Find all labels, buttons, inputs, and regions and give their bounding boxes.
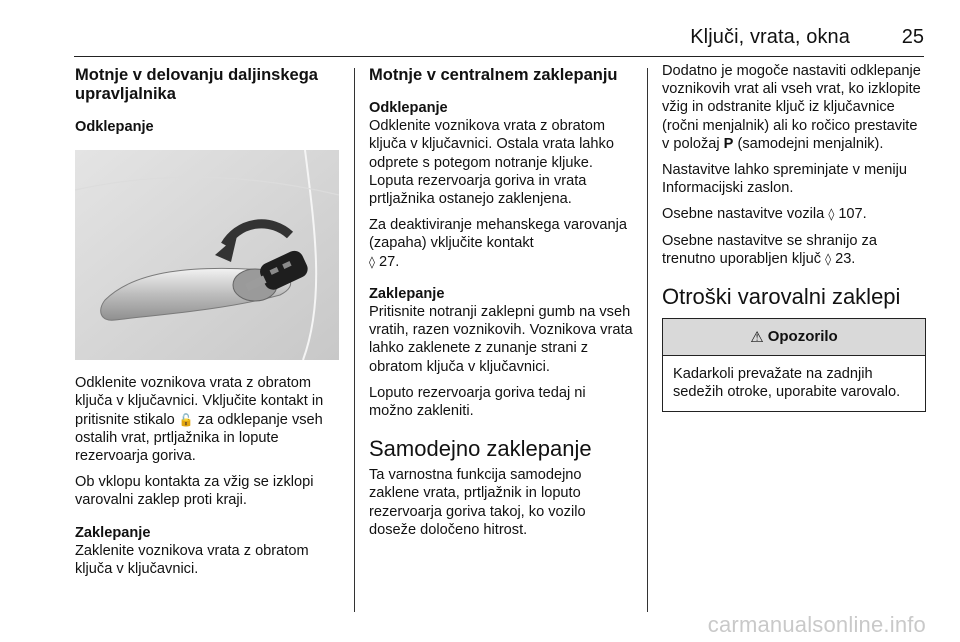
page-reference-link[interactable]: 27. xyxy=(379,253,400,270)
page-header xyxy=(0,0,960,56)
paragraph-text: za odklepanje vseh ostalih vrat, prtljažnika in lopute rezervoarja goriva. xyxy=(75,411,323,465)
section-heading-large: Otroški varovalni zaklepi xyxy=(662,284,901,310)
paragraph xyxy=(662,62,928,153)
header-divider xyxy=(74,56,924,57)
subheading-lock: Zaklepanje xyxy=(369,285,445,302)
section-heading: Motnje v centralnem zaklepanju xyxy=(369,66,618,84)
gear-position-label: P xyxy=(723,135,734,152)
paragraph-text: Odklenite voznikova vrata z obratom ključa v ključavnici. Vključite kontakt in pritisnite stikalo xyxy=(75,375,324,428)
page-reference-arrow-icon: ◊ xyxy=(828,207,835,222)
page-reference-arrow-icon: ◊ xyxy=(825,251,832,266)
warning-triangle-icon: ⚠ xyxy=(750,327,764,346)
paragraph-text: (samodejni menjalnik). xyxy=(737,135,884,152)
watermark-text: carmanualsonline.info xyxy=(707,612,926,637)
paragraph: Loputo rezervoarja goriva tedaj ni možno zakleniti. xyxy=(369,384,586,420)
paragraph: Pritisnite notranji zaklepni gumb na vseh vratih, razen voznikovih. Voznikova vrata lahko zaklenete z zunanje strani z obratom ključa v ključavnici. xyxy=(369,304,633,375)
paragraph xyxy=(662,205,928,223)
column-2 xyxy=(369,62,633,539)
section-heading: Motnje v delovanju daljinskega upravljalnika xyxy=(75,66,318,103)
column-divider xyxy=(647,68,648,612)
subheading-unlock: Odklepanje xyxy=(369,100,448,116)
paragraph: Ob vklopu kontakta za vžig se izklopi varovalni zaklep proti kraji. xyxy=(75,474,314,509)
unlock-icon: 🔓 xyxy=(178,412,194,427)
page-reference-arrow-icon: ◊ xyxy=(369,254,375,269)
paragraph: Ta varnostna funkcija samodejno zaklene vrata, prtljažnik in loputo rezervoarja goriva takoj, ko vozilo doseže določeno hitrost. xyxy=(369,467,586,538)
subheading-unlock: Odklepanje xyxy=(75,119,154,135)
paragraph: Odklenite voznikova vrata z obratom ključa v ključavnici. Ostala vrata lahko odprete s potegom notranje kljuke. Loputa rezervoarja goriva in vrata prtljažnika ostanejo zaklenjena. xyxy=(369,118,614,208)
page-reference-link[interactable]: 23. xyxy=(835,250,856,267)
column-divider xyxy=(354,68,355,612)
warning-header xyxy=(663,319,925,356)
warning-box xyxy=(662,318,926,412)
page-title: Ključi, vrata, okna xyxy=(690,26,850,48)
page-number: 25 xyxy=(901,26,924,48)
paragraph: Nastavitve lahko spreminjate v meniju Informacijski zaslon. xyxy=(662,162,907,197)
paragraph-text: Osebne nastavitve vozila xyxy=(662,206,825,223)
section-heading-large: Samodejno zaklepanje xyxy=(369,436,592,462)
paragraph: Zaklenite voznikova vrata z obratom ključa v ključavnici. xyxy=(75,542,309,578)
paragraph xyxy=(75,374,343,465)
subheading-lock: Zaklepanje xyxy=(75,524,151,541)
column-3 xyxy=(662,62,928,412)
page-reference-link[interactable]: 107. xyxy=(838,206,867,223)
warning-title: Opozorilo xyxy=(767,327,838,345)
warning-body: Kadarkoli prevažate na zadnjih sedežih otroke, uporabite varovalo. xyxy=(673,366,901,401)
paragraph-text: Dodatno je mogoče nastaviti odklepanje voznikovih vrat ali vseh vrat, ko izklopite vžig in odstranite ključ iz ključavnice (ročni menjalnik) ali ko ročico prestavite v položaj xyxy=(662,63,921,152)
key-in-door-lock-illustration xyxy=(75,150,339,360)
column-1 xyxy=(75,62,343,578)
paragraph xyxy=(369,216,633,271)
paragraph-text: Za deaktiviranje mehanskega varovanja (zapaha) vključite kontakt xyxy=(369,217,627,252)
paragraph xyxy=(662,232,928,268)
paragraph-text: Osebne nastavitve se shranijo za trenutno uporabljen ključ xyxy=(662,232,877,267)
